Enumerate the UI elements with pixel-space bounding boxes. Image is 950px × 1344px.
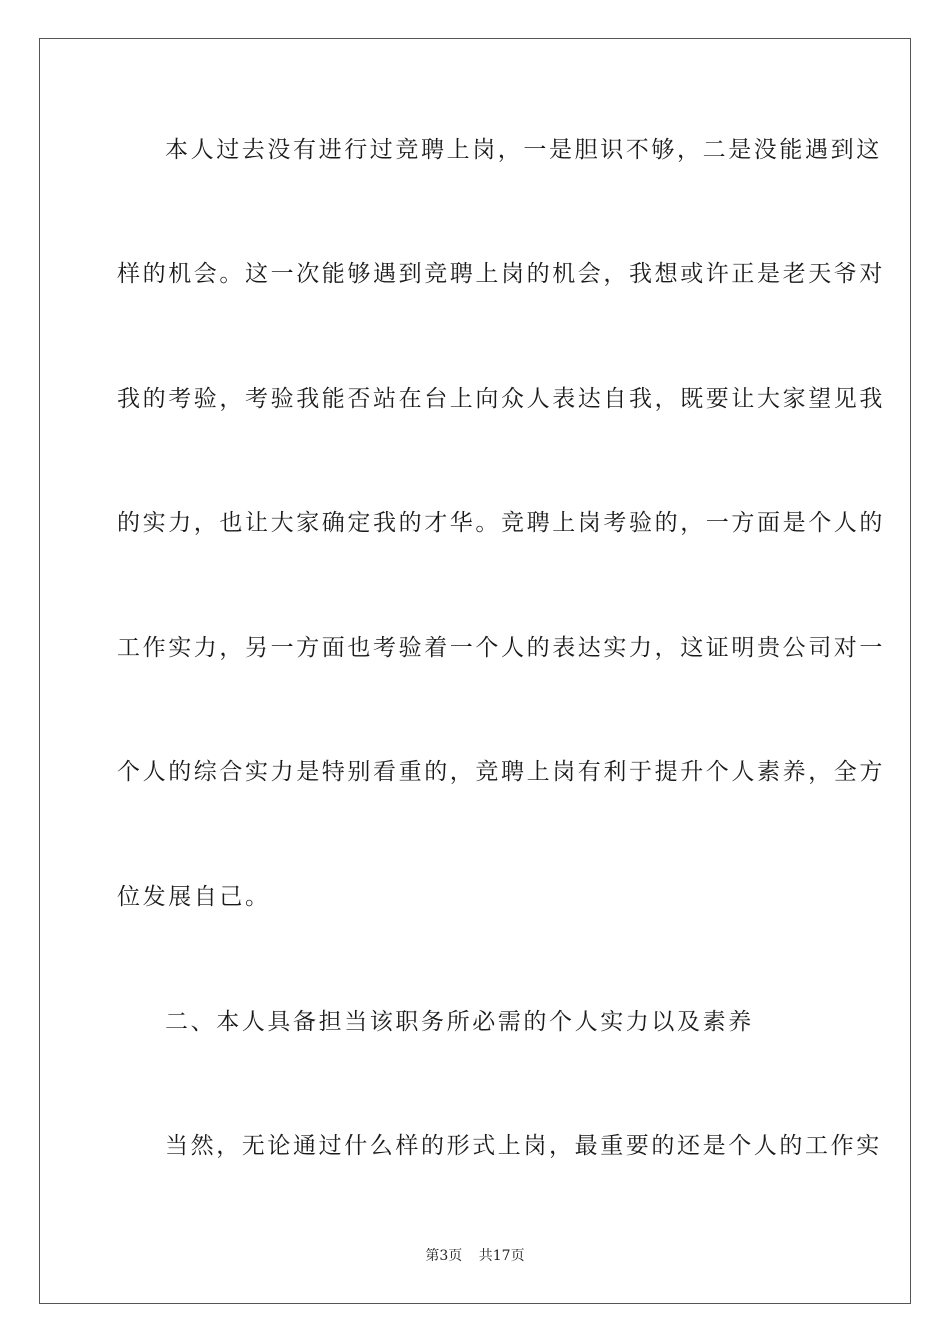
section-heading: 二、本人具备担当该职务所必需的个人实力以及素养: [165, 1009, 754, 1035]
page-total: 共17页: [478, 1248, 525, 1264]
paragraph-line: 工作实力，另一方面也考验着一个人的表达实力，这证明贵公司对一: [117, 635, 885, 661]
page-footer: [0, 1246, 950, 1266]
paragraph-line: 当然，无论通过什么样的形式上岗，最重要的还是个人的工作实: [165, 1133, 882, 1159]
paragraph-line: 的实力，也让大家确定我的才华。竞聘上岗考验的，一方面是个人的: [117, 510, 885, 536]
paragraph-line: 我的考验，考验我能否站在台上向众人表达自我，既要让大家望见我: [117, 386, 885, 412]
paragraph-line: 本人过去没有进行过竞聘上岗，一是胆识不够，二是没能遇到这: [165, 137, 882, 163]
paragraph-line: 样的机会。这一次能够遇到竞聘上岗的机会，我想或许正是老天爷对: [117, 261, 885, 287]
paragraph-line: 个人的综合实力是特别看重的，竞聘上岗有利于提升个人素养，全方: [117, 759, 885, 785]
page-number: 第3页: [425, 1248, 463, 1264]
paragraph-line: 位发展自己。: [117, 884, 271, 910]
page-border: [39, 38, 911, 1304]
